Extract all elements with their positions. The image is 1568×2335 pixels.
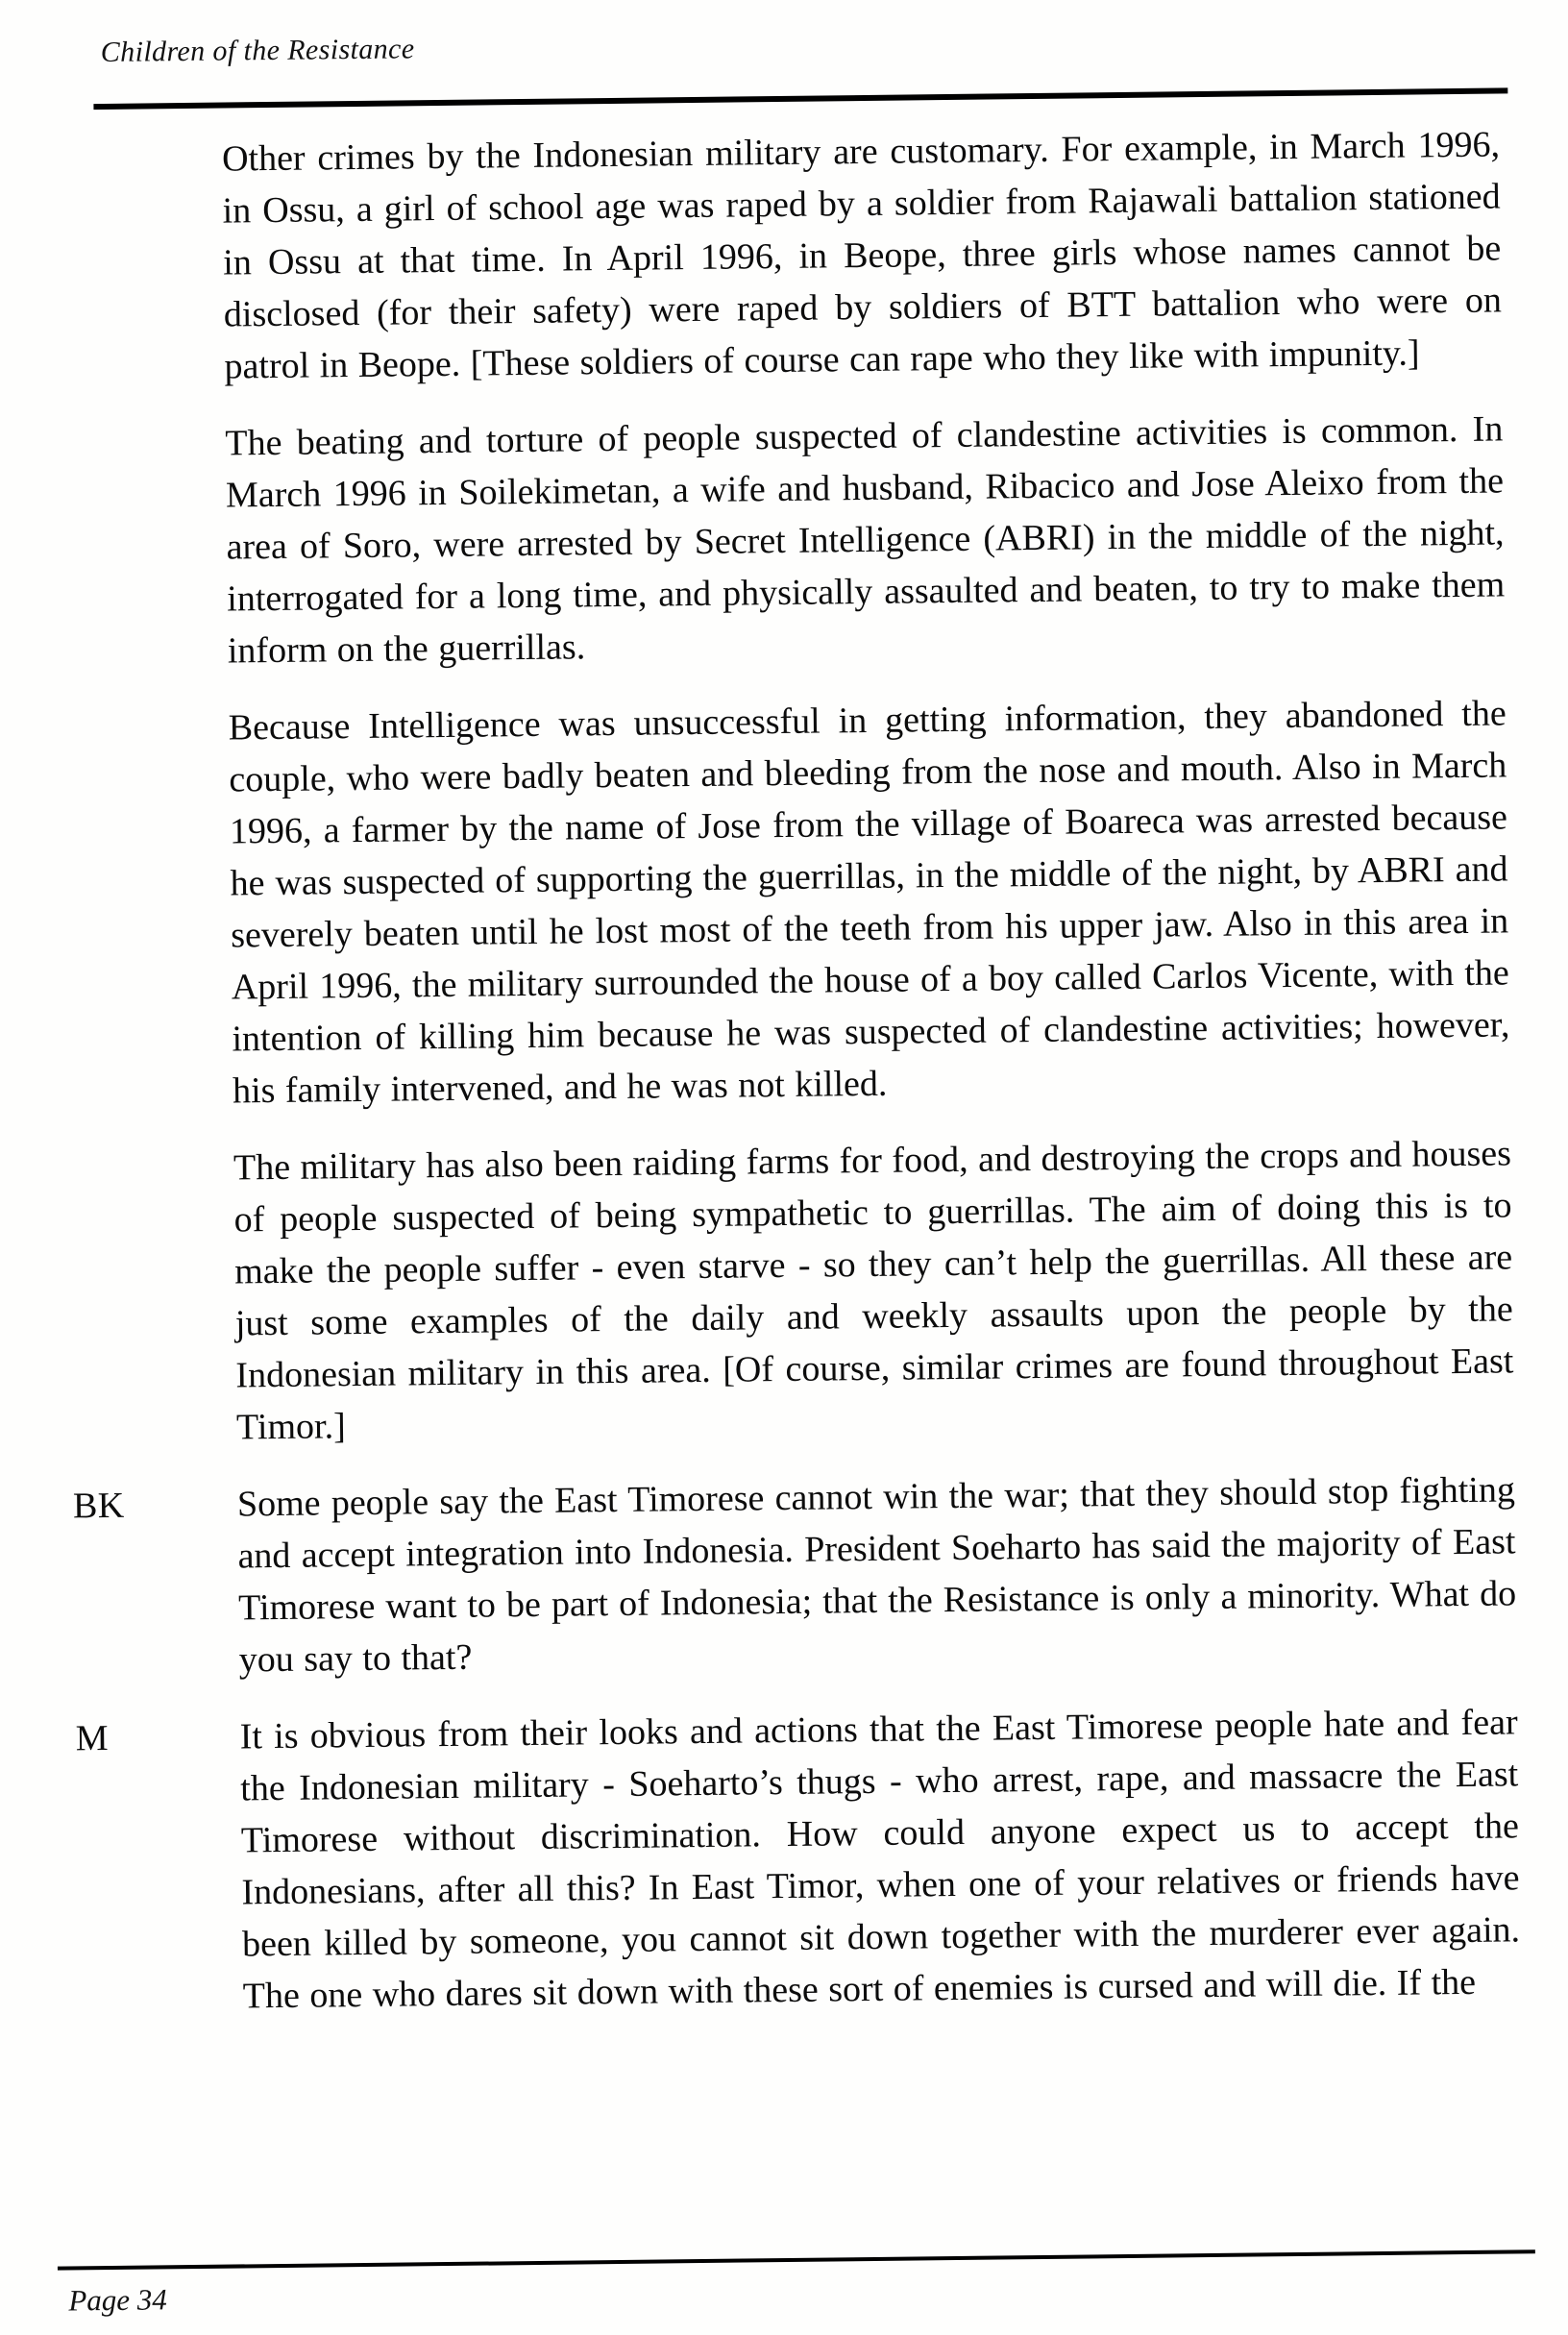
speaker-label-bk: BK — [72, 1485, 125, 1527]
paragraph-row — [58, 118, 1507, 394]
paragraph: It is obvious from their looks and actions that the East Timorese people hate and fear the Indonesian military - Soeharto’s thugs - who arrest, rape, and massacre the East Timorese without discrimination. How could anyone expect us to accept the Indonesians, after all this? In East Timor, when one of your relatives or friends have been killed by someone, you cannot sit down together with the murderer ever again. The one who dares sit down with these sort of enemies is cursed and will die. If the — [239, 1702, 1521, 2017]
speaker-label — [69, 1143, 233, 1144]
paragraph-row — [73, 1463, 1521, 1687]
paragraph-row — [75, 1696, 1525, 2024]
speaker-label — [58, 134, 222, 135]
speaker-label — [61, 418, 225, 420]
paragraph: Some people say the East Timorese cannot win the war; that they should stop fighting and accept integration into Indonesia. President Soeharto has said the majority of East Timorese want to be part of Indonesia; that the Resistance is only a minority. What do you say to that? — [236, 1469, 1517, 1681]
paragraph: Other crimes by the Indonesian military are customary. For example, in March 1996, in Ossu, a girl of school age was raped by a soldier from Rajawali battalion stationed in Ossu at that time. In April 1996, in Beope, three girls whose names cannot be disclosed (for their safety) were raped by soldiers of BTT battalion who were on patrol in Beope. [These soldiers of course can rape who they like with impunity.] — [221, 124, 1503, 387]
footer-rule — [58, 2249, 1535, 2270]
paragraph-row — [69, 1127, 1519, 1455]
running-header: Children of the Resistance — [100, 33, 415, 68]
paragraph: The military has also been raiding farms for food, and destroying the crops and houses of people suspected of being sympathetic to guerrillas. The aim of doing this is to make the people suffer - even starve - so they can’t help the guerrillas. All these are just some examples of the daily and weekly assaults upon the people by the Indonesian military in this area. [Of course, similar crimes are found throughout East Timor.] — [233, 1133, 1514, 1448]
header-rule — [93, 87, 1507, 110]
page-body — [58, 118, 1526, 2049]
page-number: Page 34 — [68, 2282, 167, 2318]
speaker-label — [63, 702, 228, 704]
speaker-label-m: M — [75, 1718, 110, 1759]
paragraph-row — [63, 687, 1514, 1118]
paragraph: The beating and torture of people suspected of clandestine activities is common. In March 1996 in Soilekimetan, a wife and husband, Ribacico and Jose Aleixo from the area of Soro, were arrested by Secret Intelligence (ABRI) in the middle of the night, interrogated for a long time, and physically assaulted and beaten, to try to make them inform on the guerrillas. — [225, 408, 1506, 672]
paragraph: Because Intelligence was unsuccessful in getting information, they abandoned the couple, who were badly beaten and bleeding from the nose and mouth. Also in March 1996, a farmer by the name of Jose from the village of Boareca was arrested because he was suspected of supporting the guerrillas, in the middle of the night, by ABRI and severely beaten until he lost most of the teeth from his upper jaw. Also in this area in April 1996, the military surrounded the house of a boy called Carlos Vicente, with the intention of killing him because he was suspected of clandestine activities; however, his family intervened, and he was not killed. — [228, 693, 1510, 1112]
paragraph-row — [61, 403, 1509, 678]
